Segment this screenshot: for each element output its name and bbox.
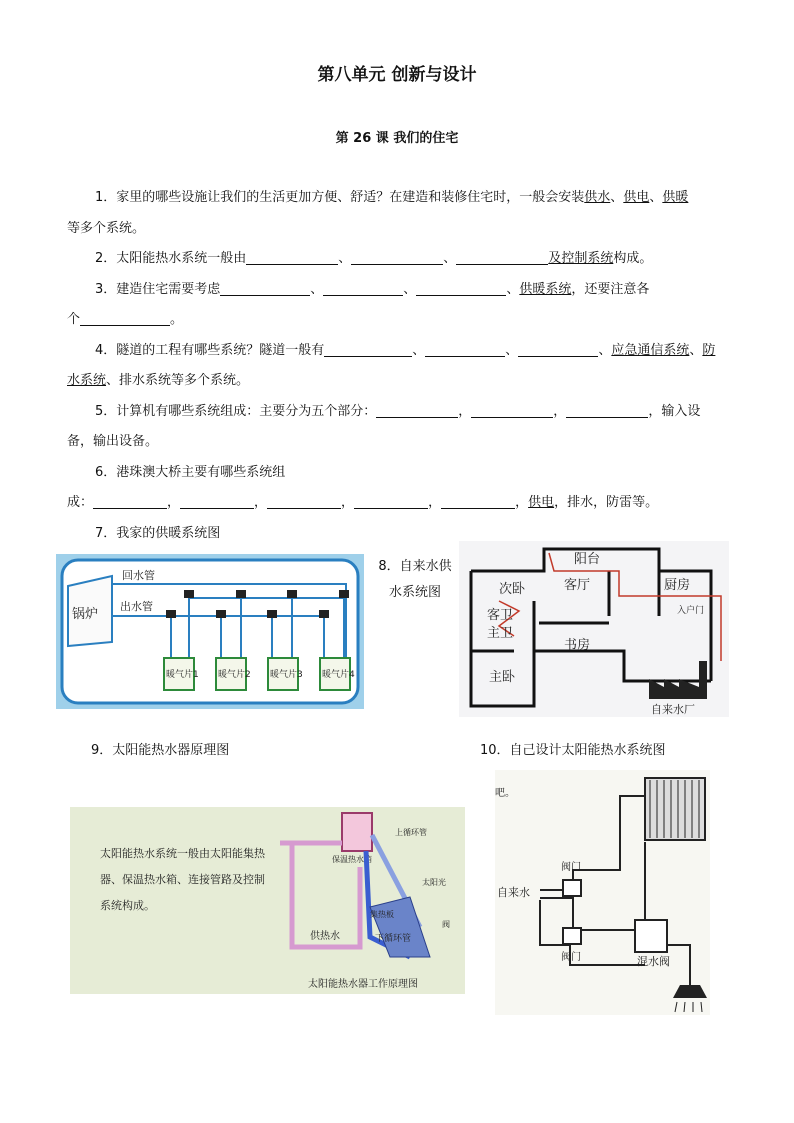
answer-blank[interactable] bbox=[267, 493, 341, 509]
outlet-pipe-label: 出水管 bbox=[120, 600, 153, 613]
tap-water-label: 自来水 bbox=[497, 886, 530, 899]
valve-label: 阀 bbox=[442, 920, 450, 929]
solar-design-figure bbox=[495, 770, 710, 1015]
page-title: 第八单元 创新与设计 bbox=[317, 65, 477, 85]
answer-blank[interactable] bbox=[425, 341, 505, 357]
question-10: 10．自己设计太阳能热水系统图 bbox=[480, 743, 666, 758]
question-1: 1．家里的哪些设施让我们的生活更加方便、舒适？在建造和装修住宅时，一般会安装供水、供电、供暖 bbox=[95, 190, 689, 205]
room-study: 书房 bbox=[564, 638, 591, 653]
answer-blank[interactable] bbox=[180, 493, 254, 509]
room-master-bath: 主卫 bbox=[487, 626, 514, 641]
answer-blank[interactable] bbox=[471, 402, 553, 418]
question-5-cont: 备，输出设备。 bbox=[67, 434, 159, 449]
insulated-tank bbox=[342, 813, 372, 851]
solar-collector-icon bbox=[645, 778, 705, 840]
sun-label: 太阳光 bbox=[422, 878, 446, 887]
valve-1-label: 阀门 bbox=[561, 862, 581, 873]
room-guest-bath: 客卫 bbox=[487, 608, 514, 623]
valve-2-label: 阀门 bbox=[561, 952, 581, 963]
solar-principle-figure bbox=[70, 807, 465, 994]
collector-label: 集热板 bbox=[370, 910, 394, 919]
corner-text: 吧。 bbox=[495, 788, 515, 799]
answer-blank[interactable] bbox=[246, 249, 338, 265]
entry-door-label: 入户门 bbox=[677, 606, 705, 616]
collector-panel bbox=[370, 897, 430, 957]
question-8: 8．自来水供水系统图 bbox=[378, 559, 452, 600]
answer-blank[interactable] bbox=[416, 280, 506, 296]
answer-blank[interactable] bbox=[518, 341, 598, 357]
question-9: 9．太阳能热水器原理图 bbox=[91, 743, 230, 758]
answer-blank[interactable] bbox=[351, 249, 443, 265]
water-supply-figure bbox=[459, 541, 729, 717]
room-kitchen: 厨房 bbox=[664, 578, 691, 593]
answer-blank[interactable] bbox=[323, 280, 403, 296]
radiator-2-label: 暖气片2 bbox=[218, 670, 251, 680]
question-1-cont: 等多个系统。 bbox=[67, 220, 146, 236]
answer-blank[interactable] bbox=[441, 493, 515, 509]
question-3-cont: 个 。 bbox=[67, 312, 184, 327]
water-plant-label: 自来水厂 bbox=[651, 703, 695, 716]
up-pipe-label: 上循环管 bbox=[395, 828, 427, 837]
answer-blank[interactable] bbox=[376, 402, 458, 418]
question-6: 6．港珠澳大桥主要有哪些系统组 bbox=[95, 464, 286, 480]
heating-system-figure bbox=[56, 554, 364, 709]
lesson-title: 第 26 课 我们的住宅 bbox=[335, 131, 459, 146]
shower-head-icon bbox=[673, 985, 707, 998]
answer-blank[interactable] bbox=[93, 493, 167, 509]
solar-system-description: 太阳能热水系统一般由太阳能集热器、保温热水箱、连接管路及控制系统构成。 bbox=[100, 847, 265, 912]
radiator-3-label: 暖气片3 bbox=[270, 670, 303, 680]
question-4-cont: 水系统、排水系统等多个系统。 bbox=[67, 373, 250, 388]
question-5: 5．计算机有哪些系统组成：主要分为五个部分： ， ， ，输入设 bbox=[95, 403, 701, 419]
valve-2-icon bbox=[563, 928, 581, 944]
mixer-valve-icon bbox=[635, 920, 667, 952]
room-living: 客厅 bbox=[564, 578, 591, 593]
question-2: 2．太阳能热水系统一般由 、 、 及控制系统构成。 bbox=[95, 251, 653, 266]
answer-blank[interactable] bbox=[324, 341, 412, 357]
valve-1-icon bbox=[563, 880, 581, 896]
question-6-cont: 成： ， ， ， ， ，供电，排水，防雷等。 bbox=[67, 495, 659, 510]
answer-blank[interactable] bbox=[220, 280, 310, 296]
answer-blank[interactable] bbox=[354, 493, 428, 509]
radiator-4-label: 暖气片4 bbox=[322, 670, 355, 680]
room-master-bedroom: 主卧 bbox=[489, 670, 516, 685]
question-4: 4．隧道的工程有哪些系统？隧道一般有 、 、 、应急通信系统、防 bbox=[95, 342, 716, 358]
down-pipe-label: 下循环管 bbox=[375, 934, 412, 944]
answer-blank[interactable] bbox=[566, 402, 648, 418]
radiator-1-label: 暖气片1 bbox=[166, 670, 199, 680]
room-second-bedroom: 次卧 bbox=[499, 582, 526, 597]
tank-label: 保温热水箱 bbox=[332, 855, 372, 864]
answer-blank[interactable] bbox=[80, 310, 170, 326]
question-7: 7．我家的供暖系统图 bbox=[95, 525, 221, 541]
question-3: 3．建造住宅需要考虑 、 、 、供暖系统，还要注意各 bbox=[95, 281, 650, 297]
return-pipe-label: 回水管 bbox=[122, 569, 155, 582]
answer-blank[interactable] bbox=[456, 249, 548, 265]
question-list bbox=[67, 183, 735, 549]
figure-9-caption: 太阳能热水器工作原理图 bbox=[308, 979, 418, 990]
supply-label: 供热水 bbox=[310, 931, 340, 942]
boiler-label: 锅炉 bbox=[72, 607, 99, 622]
room-balcony: 阳台 bbox=[574, 552, 601, 567]
mixer-valve-label: 混水阀 bbox=[637, 955, 670, 968]
